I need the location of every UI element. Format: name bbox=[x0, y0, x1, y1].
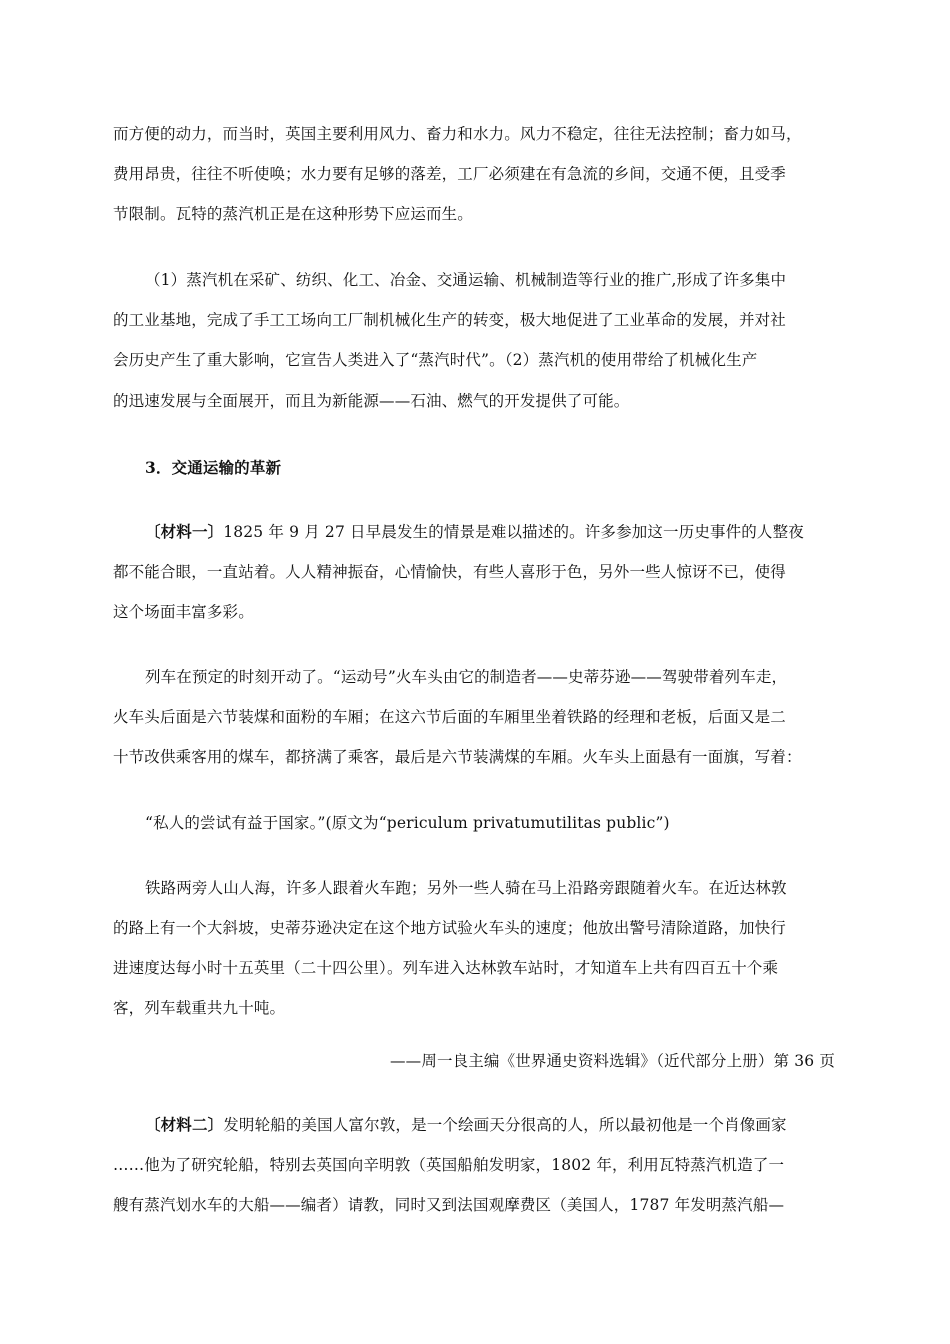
paragraph-line: 费用昂贵，往往不听使唤；水力要有足够的落差，工厂必须建在有急流的乡间，交通不便，且受季 bbox=[113, 165, 786, 183]
paragraph-line: 火车头后面是六节装煤和面粉的车厢；在这六节后面的车厢里坐着铁路的经理和老板，后面又是二 bbox=[113, 708, 786, 726]
paragraph-line: 列车在预定的时刻开动了。“运动号”火车头由它的制造者——史蒂芬逊——驾驶带着列车走， bbox=[145, 668, 788, 686]
quote-line: “私人的尝试有益于国家。”(原文为“periculum privatumutilitas public”) bbox=[145, 814, 670, 832]
paragraph-line: 的迅速发展与全面展开，而且为新能源——石油、燃气的开发提供了可能。 bbox=[113, 392, 630, 410]
paragraph-line: 会历史产生了重大影响，它宣告人类进入了“蒸汽时代”。（2）蒸汽机的使用带给了机械化生产 bbox=[113, 351, 758, 369]
paragraph-line: 的工业基地，完成了手工工场向工厂制机械化生产的转变，极大地促进了工业革命的发展，并对社 bbox=[113, 311, 786, 329]
section-heading: 3．交通运输的革新 bbox=[145, 458, 282, 477]
paragraph-line: 而方便的动力，而当时，英国主要利用风力、畜力和水力。风力不稳定，往往无法控制；畜力如马， bbox=[113, 125, 802, 143]
paragraph-line: 节限制。瓦特的蒸汽机正是在这种形势下应运而生。 bbox=[113, 205, 473, 223]
paragraph-line: 进速度达每小时十五英里（二十四公里）。列车进入达林敦车站时，才知道车上共有四百五十个乘 bbox=[113, 959, 779, 977]
material-label: 〔材料一〕 bbox=[145, 522, 224, 541]
paragraph-line bbox=[145, 1115, 787, 1135]
paragraph-line bbox=[145, 522, 804, 542]
paragraph-text: 1825 年 9 月 27 日早晨发生的情景是难以描述的。许多参加这一历史事件的人整夜 bbox=[223, 523, 804, 541]
source-citation: ——周一良主编《世界通史资料选辑》（近代部分上册）第 36 页 bbox=[390, 1052, 835, 1070]
paragraph-text: 发明轮船的美国人富尔敦，是一个绘画天分很高的人，所以最初他是一个肖像画家 bbox=[223, 1116, 787, 1134]
paragraph-line: 铁路两旁人山人海，许多人跟着火车跑；另外一些人骑在马上沿路旁跟随着火车。在近达林敦 bbox=[145, 879, 787, 897]
paragraph-line: （1）蒸汽机在采矿、纺织、化工、冶金、交通运输、机械制造等行业的推广,形成了许多集中 bbox=[145, 271, 787, 289]
paragraph-line: 的路上有一个大斜坡，史蒂芬逊决定在这个地方试验火车头的速度；他放出警号清除道路，加快行 bbox=[113, 919, 786, 937]
paragraph-line: 客，列车载重共九十吨。 bbox=[113, 999, 286, 1017]
paragraph-line: ……他为了研究轮船，特别去英国向辛明敦（英国船舶发明家，1802 年，利用瓦特蒸汽机造了一 bbox=[113, 1156, 785, 1174]
paragraph-line: 十节改供乘客用的煤车，都挤满了乘客，最后是六节装满煤的车厢。火车头上面悬有一面旗，写着： bbox=[113, 748, 802, 766]
paragraph-line: 艘有蒸汽划水车的大船——编者）请教，同时又到法国观摩费区（美国人，1787 年发明蒸汽船— bbox=[113, 1196, 785, 1214]
material-label: 〔材料二〕 bbox=[145, 1115, 224, 1134]
paragraph-line: 这个场面丰富多彩。 bbox=[113, 603, 254, 621]
paragraph-line: 都不能合眼，一直站着。人人精神振奋，心情愉快，有些人喜形于色，另外一些人惊讶不已，使得 bbox=[113, 563, 786, 581]
